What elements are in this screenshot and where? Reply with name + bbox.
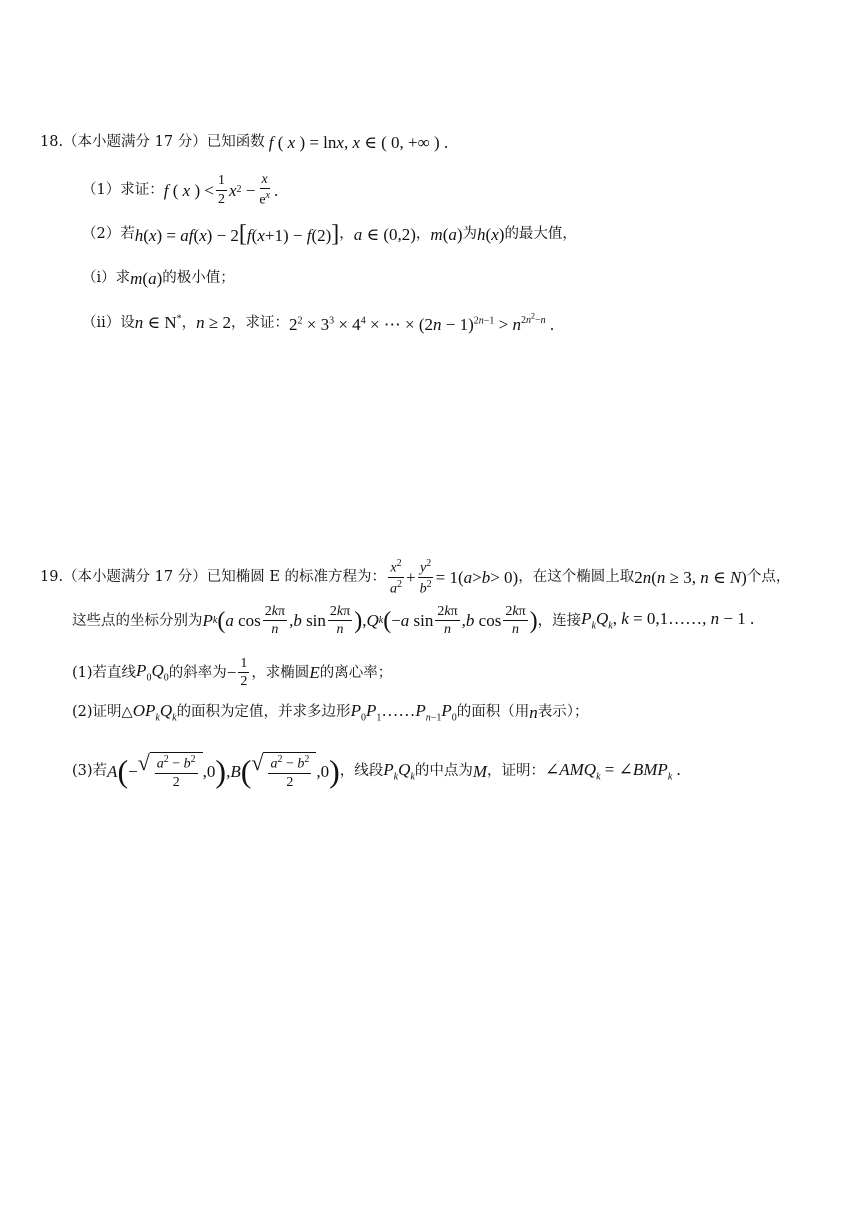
q19-part2: (2)证明△ $OP_kQ_k$ 的面积为定值，并求多边形 $P_0P_1\dots\dots P_{n-1}P_0$ 的面积（用 n 表示）； (72, 701, 589, 724)
q18-sub1: （i）求 m(a) 的极小值； (82, 269, 235, 288)
q18-part2: （2）若 h(x) = af(x) − 2[f(x+1) − f(2)] ， a ∈ (0,2) ， m(a) 为 h(x) 的最大值， (82, 221, 577, 247)
q18-part1-label: （1）求证： (82, 181, 164, 198)
q19-part1: (1)若直线 $P_0Q_0$ 的斜率为 − $\frac{1}{2}$ ，求椭圆 E 的离心率； (72, 656, 393, 690)
q19-heading: 19.（本小题满分 17 分）已知椭圆 E 的标准方程为： $\frac{x^2}{a^2}$ + $\frac{y^2}{b^2}$ = 1( a > b > 0) ，在这个椭圆上取 2n(n ≥ 3, n ∈ N) 个点， (40, 558, 791, 597)
q18-part2-expression: h(x) = af(x) − 2[f(x+1) − f(2)] (134, 221, 340, 247)
q18-heading (40, 134, 448, 151)
q18-sub2-inequality: $2^2 \times 3^3 \times 4^4$ × ⋯ × $(2n - 1)^{2n-1} > n^{2n^2-n}$ . (289, 312, 555, 334)
q19-ellipse-equation: $\frac{x^2}{a^2}$ + $\frac{y^2}{b^2}$ = 1( a > b > 0) (390, 558, 519, 597)
q19-part3: (3)若 A ( − √ $\frac{a^2 - b^2}{2}$ ,0 ) , B ( √ $\frac{a^2 - b^2}{2}$ ,0 ) ，线段 $P_kQ_k$ 的中点为 M ，证明： $\angle AMQ_k$ = $\angle BMP_k$ . (72, 750, 681, 791)
q19-head-text: 19.（本小题满分 17 分）已知椭圆 E 的标准方程为： (40, 569, 387, 586)
q18-part1-inequality: f ( x ) < $\frac{1}{2}$ x 2 − $\frac{x}{e^x}$ . (163, 172, 279, 209)
q18-part1 (82, 172, 278, 208)
q18-function-definition: f ( x ) = lnx, x ∈ ( 0, +∞ ) . (268, 133, 449, 152)
q18-sub2: （ii）设 n ∈ N* ， n ≥ 2 ，求证： $2^2 \times 3^3 \times 4^4$ × ⋯ × $(2n - 1)^{2n-1} > n^{2n^2-n}$ . (82, 312, 555, 334)
q18-head-text: 18.（本小题满分 17 分）已知函数 (40, 134, 265, 151)
q19-points-line: 这些点的坐标分别为 P k ( a cos $\frac{2k\pi}{n}$ , b sin $\frac{2k\pi}{n}$ ) , Q k ( − a sin $\frac{2k\pi}{n}$ , b cos $\frac{2k\pi}{n}$ ) ，连接 $P_kQ_k$, k = 0,1……, n − 1 . (72, 604, 755, 638)
q18-part2-label: （2）若 (82, 225, 135, 242)
q19-points-expression: P k ( a cos $\frac{2k\pi}{n}$ , b sin $\frac{2k\pi}{n}$ ) , Q k ( − a sin $\frac{2k\pi}{n}$ , b cos $\frac{2k\pi}{n}$ ) (202, 604, 538, 638)
